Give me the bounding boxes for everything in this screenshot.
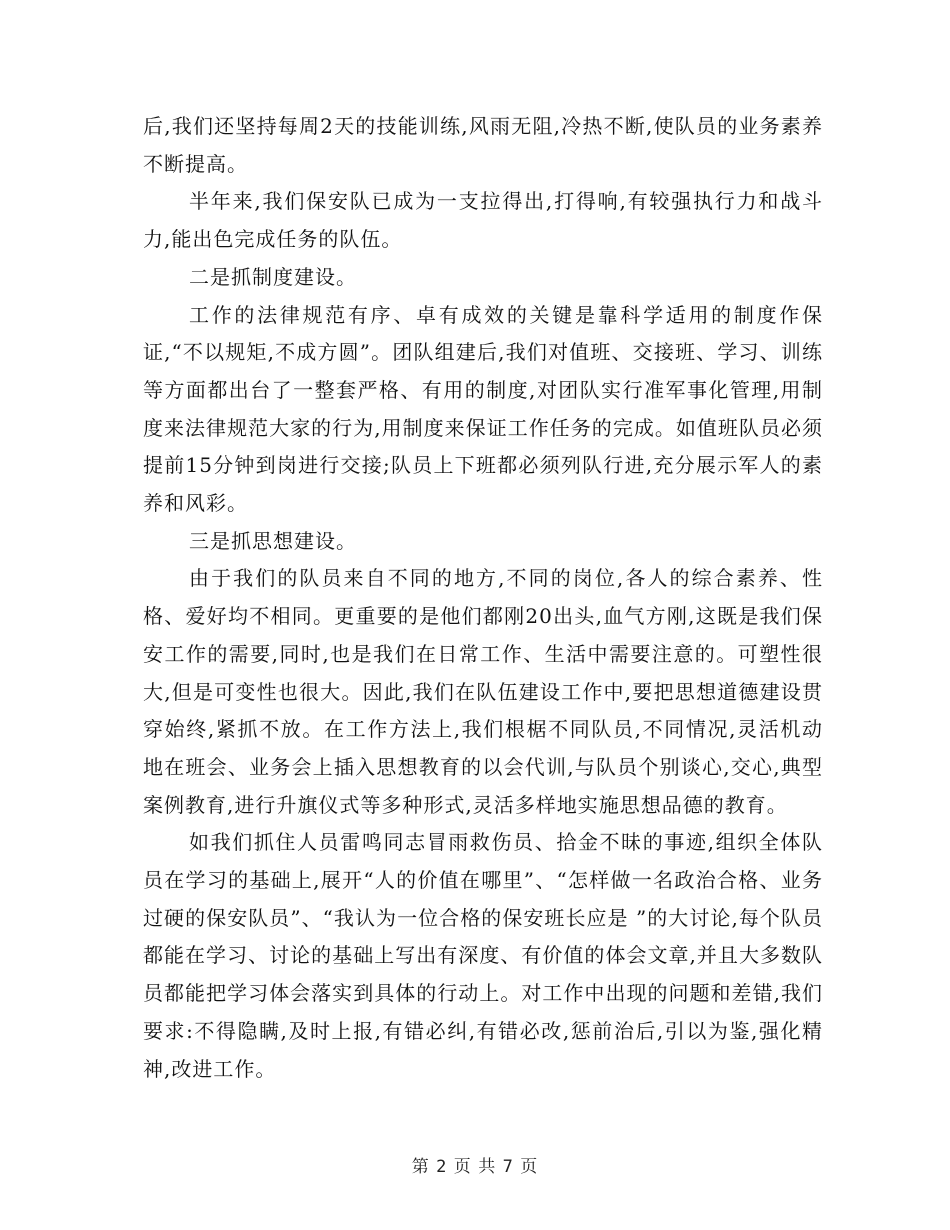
footer-total-pages: 7 xyxy=(502,1157,514,1177)
paragraph-ideology-building: 由于我们的队员来自不同的地方,不同的岗位,各人的综合素养、性格、爱好均不相同。更重要的是他们都刚20出头,血气方刚,这既是我们保安工作的需要,同时,也是我们在日常工作、生活中需要注意的。可塑性很大,但是可变性也很大。因此,我们在队伍建设工作中,要把思想道德建设贯穿始终,紧抓不放。在工作方法上,我们根椐不同队员,不同情况,灵活机动地在班会、业务会上插入思想教育的以会代训,与队员个别谈心,交心,典型案例教育,进行升旗仪式等多种形式,灵活多样地实施思想品德的教育。 xyxy=(143,566,823,817)
paragraph-continuation: 后,我们还坚持每周2天的技能训练,风雨无阻,冷热不断,使队员的业务素养不断提高。 xyxy=(143,114,823,176)
footer-current-page: 2 xyxy=(436,1157,448,1177)
paragraph-system-building: 工作的法律规范有序、卓有成效的关键是靠科学适用的制度作保证,“不以规矩,不成方圆”。团队组建后,我们对值班、交接班、学习、训练等方面都出台了一整套严格、有用的制度,对团队实行准军事化管理,用制度来法律规范大家的行为,用制度来保证工作任务的完成。如值班队员必须提前15分钟到岗进行交接;队员上下班都必须列队行进,充分展示军人的素养和风彩。 xyxy=(143,302,823,516)
footer-middle: 页 共 xyxy=(453,1157,497,1177)
document-body xyxy=(143,108,823,1088)
paragraph-example-cases: 如我们抓住人员雷鸣同志冒雨救伤员、拾金不昧的事迹,组织全体队员在学习的基础上,展开“人的价值在哪里”、“怎样做一名政治合格、业务过硬的保安队员”、“我认为一位合格的保安班长应是 ”的大讨论,每个队员都能在学习、讨论的基础上写出有深度、有价值的体会文章,并且大多数队员都能把学习体会落实到具体的行动上。对工作中出现的问题和差错,我们要求:不得隐瞒,及时上报,有错必纠,有错必改,惩前治后,引以为鉴,强化精神,改进工作。 xyxy=(143,830,823,1081)
footer-suffix: 页 xyxy=(520,1157,539,1177)
page-footer xyxy=(0,1152,950,1177)
footer-prefix: 第 xyxy=(411,1157,430,1177)
paragraph-half-year-summary: 半年来,我们保安队已成为一支拉得出,打得响,有较强执行力和战斗力,能出色完成任务的队伍。 xyxy=(143,189,823,252)
section-heading-ideology-building: 三是抓思想建设。 xyxy=(189,528,357,553)
section-heading-system-building: 二是抓制度建设。 xyxy=(189,264,357,289)
